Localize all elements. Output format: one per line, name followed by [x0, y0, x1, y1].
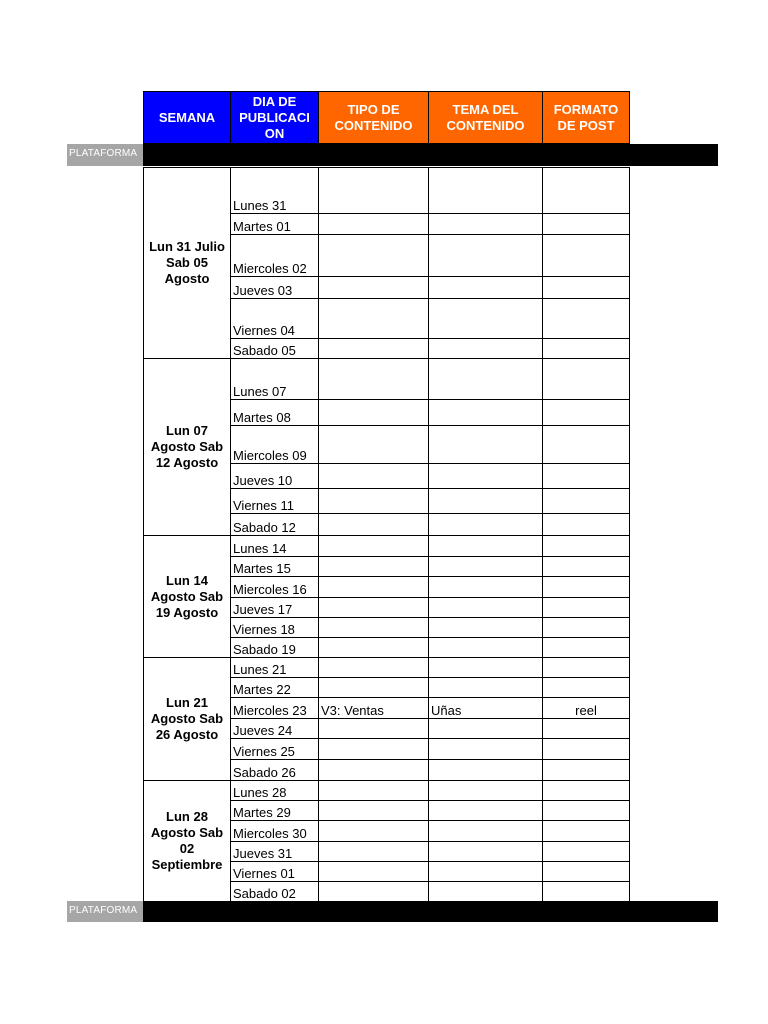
cell-tema[interactable] — [428, 759, 543, 781]
cell-dia[interactable]: Martes 15 — [230, 556, 319, 577]
cell-tipo[interactable] — [318, 677, 429, 698]
cell-formato[interactable] — [542, 759, 630, 781]
cell-formato[interactable] — [542, 556, 630, 577]
cell-formato[interactable] — [542, 677, 630, 698]
cell-formato[interactable] — [542, 399, 630, 426]
cell-dia[interactable]: Sabado 19 — [230, 637, 319, 658]
cell-tema[interactable]: Uñas — [428, 697, 543, 719]
cell-dia[interactable]: Lunes 14 — [230, 535, 319, 557]
header-semana: SEMANA — [143, 91, 231, 144]
cell-formato[interactable] — [542, 597, 630, 618]
cell-dia[interactable]: Jueves 17 — [230, 597, 319, 618]
cell-tipo[interactable] — [318, 617, 429, 638]
cell-formato[interactable] — [542, 841, 630, 862]
platform-bar-top — [143, 144, 718, 166]
cell-formato[interactable] — [542, 276, 630, 299]
cell-formato[interactable] — [542, 488, 630, 514]
cell-formato[interactable] — [542, 234, 630, 277]
cell-formato[interactable] — [542, 718, 630, 739]
cell-tema[interactable] — [428, 738, 543, 760]
cell-tipo[interactable] — [318, 556, 429, 577]
cell-dia[interactable]: Miercoles 09 — [230, 425, 319, 464]
cell-dia[interactable]: Sabado 26 — [230, 759, 319, 781]
cell-tema[interactable] — [428, 213, 543, 235]
cell-tipo[interactable] — [318, 425, 429, 464]
cell-tema[interactable] — [428, 276, 543, 299]
cell-tema[interactable] — [428, 399, 543, 426]
cell-formato[interactable] — [542, 463, 630, 489]
cell-tema[interactable] — [428, 425, 543, 464]
cell-tema[interactable] — [428, 234, 543, 277]
header-dia-de-publicacion: DIA DE PUBLICACI ON — [230, 91, 319, 144]
cell-dia[interactable]: Viernes 25 — [230, 738, 319, 760]
cell-tipo[interactable] — [318, 841, 429, 862]
cell-tipo[interactable] — [318, 213, 429, 235]
cell-formato[interactable] — [542, 213, 630, 235]
cell-formato[interactable] — [542, 738, 630, 760]
cell-tema[interactable] — [428, 338, 543, 359]
cell-tipo[interactable] — [318, 657, 429, 678]
cell-tema[interactable] — [428, 841, 543, 862]
cell-formato[interactable] — [542, 881, 630, 902]
cell-tema[interactable] — [428, 780, 543, 801]
cell-tema[interactable] — [428, 637, 543, 658]
cell-dia[interactable]: Viernes 04 — [230, 298, 319, 339]
cell-tipo[interactable] — [318, 167, 429, 214]
cell-formato[interactable] — [542, 617, 630, 638]
cell-formato[interactable] — [542, 800, 630, 821]
cell-tipo[interactable] — [318, 759, 429, 781]
cell-formato[interactable] — [542, 167, 630, 214]
cell-formato[interactable] — [542, 298, 630, 339]
platform-label-bottom: PLATAFORMA — [67, 901, 144, 922]
cell-dia[interactable]: Sabado 12 — [230, 513, 319, 536]
cell-formato[interactable] — [542, 820, 630, 842]
cell-tema[interactable] — [428, 597, 543, 618]
cell-dia[interactable]: Jueves 24 — [230, 718, 319, 739]
cell-formato[interactable] — [542, 513, 630, 536]
cell-dia[interactable]: Viernes 11 — [230, 488, 319, 514]
cell-tipo[interactable] — [318, 738, 429, 760]
cell-tema[interactable] — [428, 167, 543, 214]
cell-tipo[interactable] — [318, 234, 429, 277]
cell-tema[interactable] — [428, 820, 543, 842]
cell-dia[interactable]: Lunes 21 — [230, 657, 319, 678]
cell-dia[interactable]: Miercoles 30 — [230, 820, 319, 842]
cell-tema[interactable] — [428, 488, 543, 514]
cell-dia[interactable]: Martes 01 — [230, 213, 319, 235]
cell-dia[interactable]: Viernes 18 — [230, 617, 319, 638]
cell-dia[interactable]: Martes 29 — [230, 800, 319, 821]
cell-tipo[interactable] — [318, 298, 429, 339]
cell-dia[interactable]: Viernes 01 — [230, 861, 319, 882]
cell-tipo[interactable] — [318, 488, 429, 514]
cell-dia[interactable]: Lunes 28 — [230, 780, 319, 801]
cell-tipo[interactable] — [318, 513, 429, 536]
cell-tipo[interactable] — [318, 820, 429, 842]
cell-formato[interactable] — [542, 358, 630, 400]
cell-tipo[interactable] — [318, 535, 429, 557]
cell-dia[interactable]: Sabado 02 — [230, 881, 319, 902]
cell-formato[interactable] — [542, 657, 630, 678]
cell-tema[interactable] — [428, 513, 543, 536]
cell-tema[interactable] — [428, 535, 543, 557]
cell-tipo[interactable] — [318, 861, 429, 882]
cell-dia[interactable]: Miercoles 16 — [230, 576, 319, 598]
cell-dia[interactable]: Jueves 31 — [230, 841, 319, 862]
cell-tema[interactable] — [428, 556, 543, 577]
week-cell: Lun 28 Agosto Sab 02 Septiembre — [143, 780, 231, 902]
cell-tipo[interactable]: V3: Ventas — [318, 697, 429, 719]
cell-dia[interactable]: Lunes 31 — [230, 167, 319, 214]
cell-tipo[interactable] — [318, 576, 429, 598]
cell-formato[interactable] — [542, 861, 630, 882]
week-cell: Lun 07 Agosto Sab 12 Agosto — [143, 358, 231, 536]
cell-dia[interactable]: Martes 08 — [230, 399, 319, 426]
cell-tipo[interactable] — [318, 800, 429, 821]
cell-tema[interactable] — [428, 718, 543, 739]
cell-tema[interactable] — [428, 677, 543, 698]
cell-formato[interactable]: reel — [542, 697, 630, 719]
cell-tipo[interactable] — [318, 338, 429, 359]
cell-dia[interactable]: Lunes 07 — [230, 358, 319, 400]
cell-tipo[interactable] — [318, 597, 429, 618]
cell-tipo[interactable] — [318, 399, 429, 426]
cell-tema[interactable] — [428, 298, 543, 339]
cell-tipo[interactable] — [318, 718, 429, 739]
header-tipo-de-contenido: TIPO DE CONTENIDO — [318, 91, 429, 144]
cell-dia[interactable]: Martes 22 — [230, 677, 319, 698]
cell-dia[interactable]: Miercoles 02 — [230, 234, 319, 277]
cell-formato[interactable] — [542, 338, 630, 359]
cell-tema[interactable] — [428, 881, 543, 902]
week-cell: Lun 21 Agosto Sab 26 Agosto — [143, 657, 231, 781]
platform-label-top: PLATAFORMA — [67, 144, 144, 166]
cell-tipo[interactable] — [318, 780, 429, 801]
cell-tipo[interactable] — [318, 463, 429, 489]
cell-tema[interactable] — [428, 358, 543, 400]
cell-tema[interactable] — [428, 800, 543, 821]
cell-formato[interactable] — [542, 425, 630, 464]
week-cell: Lun 14 Agosto Sab 19 Agosto — [143, 535, 231, 658]
cell-formato[interactable] — [542, 637, 630, 658]
cell-tema[interactable] — [428, 657, 543, 678]
header-formato-de-post: FORMATO DE POST — [542, 91, 630, 144]
cell-formato[interactable] — [542, 535, 630, 557]
header-tema-del-contenido: TEMA DEL CONTENIDO — [428, 91, 543, 144]
cell-formato[interactable] — [542, 576, 630, 598]
cell-tipo[interactable] — [318, 276, 429, 299]
cell-formato[interactable] — [542, 780, 630, 801]
week-cell: Lun 31 Julio Sab 05 Agosto — [143, 167, 231, 359]
cell-dia[interactable]: Jueves 03 — [230, 276, 319, 299]
cell-dia[interactable]: Sabado 05 — [230, 338, 319, 359]
cell-tipo[interactable] — [318, 881, 429, 902]
platform-bar-bottom — [143, 901, 718, 922]
cell-tema[interactable] — [428, 576, 543, 598]
cell-tema[interactable] — [428, 463, 543, 489]
cell-dia[interactable]: Jueves 10 — [230, 463, 319, 489]
cell-tema[interactable] — [428, 617, 543, 638]
cell-tipo[interactable] — [318, 637, 429, 658]
cell-tipo[interactable] — [318, 358, 429, 400]
cell-tema[interactable] — [428, 861, 543, 882]
cell-dia[interactable]: Miercoles 23 — [230, 697, 319, 719]
